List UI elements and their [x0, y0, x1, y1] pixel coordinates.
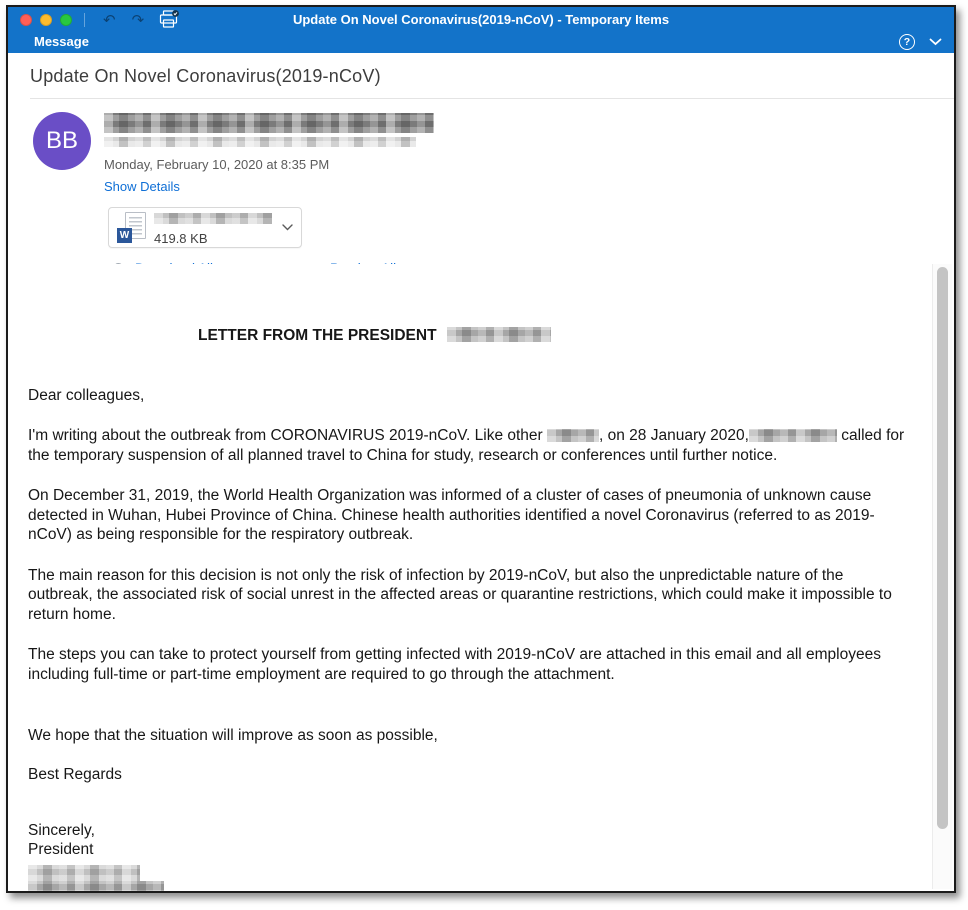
ribbon-bar [8, 32, 954, 53]
outlook-message-window [6, 5, 956, 893]
tab-message[interactable]: Message [34, 34, 89, 49]
scrollbar-thumb[interactable] [937, 267, 948, 829]
heading-redacted [447, 327, 551, 342]
sender-block [8, 99, 954, 196]
paragraph-3: The main reason for this decision is not only the risk of infection by 2019-nCoV, but also the unpredictable nature of the outbreak, the associated risk of social unrest in the affected areas or quarantine restrictions, which could make it impossible to return home. [28, 566, 892, 623]
window-title: Update On Novel Coronavirus(2019-nCoV) - Temporary Items [292, 12, 670, 27]
attachment-size: 419.8 KB [154, 230, 208, 246]
attachment-filename-redacted [154, 213, 272, 224]
signature-block: Sincerely, President [28, 822, 95, 858]
attachment-options-chevron-icon[interactable] [282, 224, 293, 231]
titlebar-separator [84, 13, 85, 27]
titlebar [8, 7, 954, 32]
message-timestamp: Monday, February 10, 2020 at 8:35 PM [104, 157, 330, 172]
inline-redacted-2 [749, 429, 837, 442]
paragraph-2: On December 31, 2019, the World Health Organization was informed of a cluster of cases of pneumonia of unknown cause detected in Wuhan, Hubei Province of China. Chinese health authorities identified a novel Coronavirus (referred to as 2019-nCoV) as being responsible for the respiratory outbreak. [28, 487, 875, 543]
message-subject: Update On Novel Coronavirus(2019-nCoV) [30, 66, 381, 86]
attachment-meta [154, 210, 278, 246]
paragraph-1: I'm writing about the outbreak from CORONAVIRUS 2019-nCoV. Like other , on 28 January 2020, called for the temporary suspension of all planned travel to China for study, research or conferences until further notice. [28, 427, 905, 464]
minimize-button[interactable] [40, 14, 52, 26]
show-details-link[interactable]: Show Details [104, 179, 180, 194]
help-icon[interactable]: ? [899, 34, 915, 50]
letter-heading: LETTER FROM THE PRESIDENT [198, 326, 906, 346]
sender-avatar: BB [33, 112, 91, 170]
traffic-lights [8, 14, 72, 26]
sender-meta [104, 112, 434, 196]
ribbon-right-controls [899, 34, 942, 50]
scrollbar-track[interactable] [932, 264, 952, 889]
salutation: Dear colleagues, [28, 386, 145, 404]
signature-name-redacted [28, 865, 906, 893]
paragraph-4: The steps you can take to protect yourself from getting infected with 2019-nCoV are attached in this email and all employees including full-time or part-time employment are required to go through the attachment. [28, 646, 881, 683]
mail-body [10, 264, 932, 891]
closing-line: We hope that the situation will improve as soon as possible, [28, 727, 438, 744]
close-button[interactable] [20, 14, 32, 26]
best-regards: Best Regards [28, 765, 122, 783]
zoom-button[interactable] [60, 14, 72, 26]
word-document-icon: W [117, 212, 147, 243]
print-icon[interactable] [158, 10, 180, 29]
attachment-card[interactable] [108, 207, 302, 248]
sender-name-redacted [104, 113, 434, 151]
subject-row [8, 53, 954, 98]
collapse-ribbon-chevron-icon[interactable] [929, 38, 942, 46]
inline-redacted-1 [547, 429, 599, 442]
undo-icon[interactable]: ↶ [95, 13, 124, 27]
redo-icon[interactable]: ↷ [124, 13, 153, 27]
